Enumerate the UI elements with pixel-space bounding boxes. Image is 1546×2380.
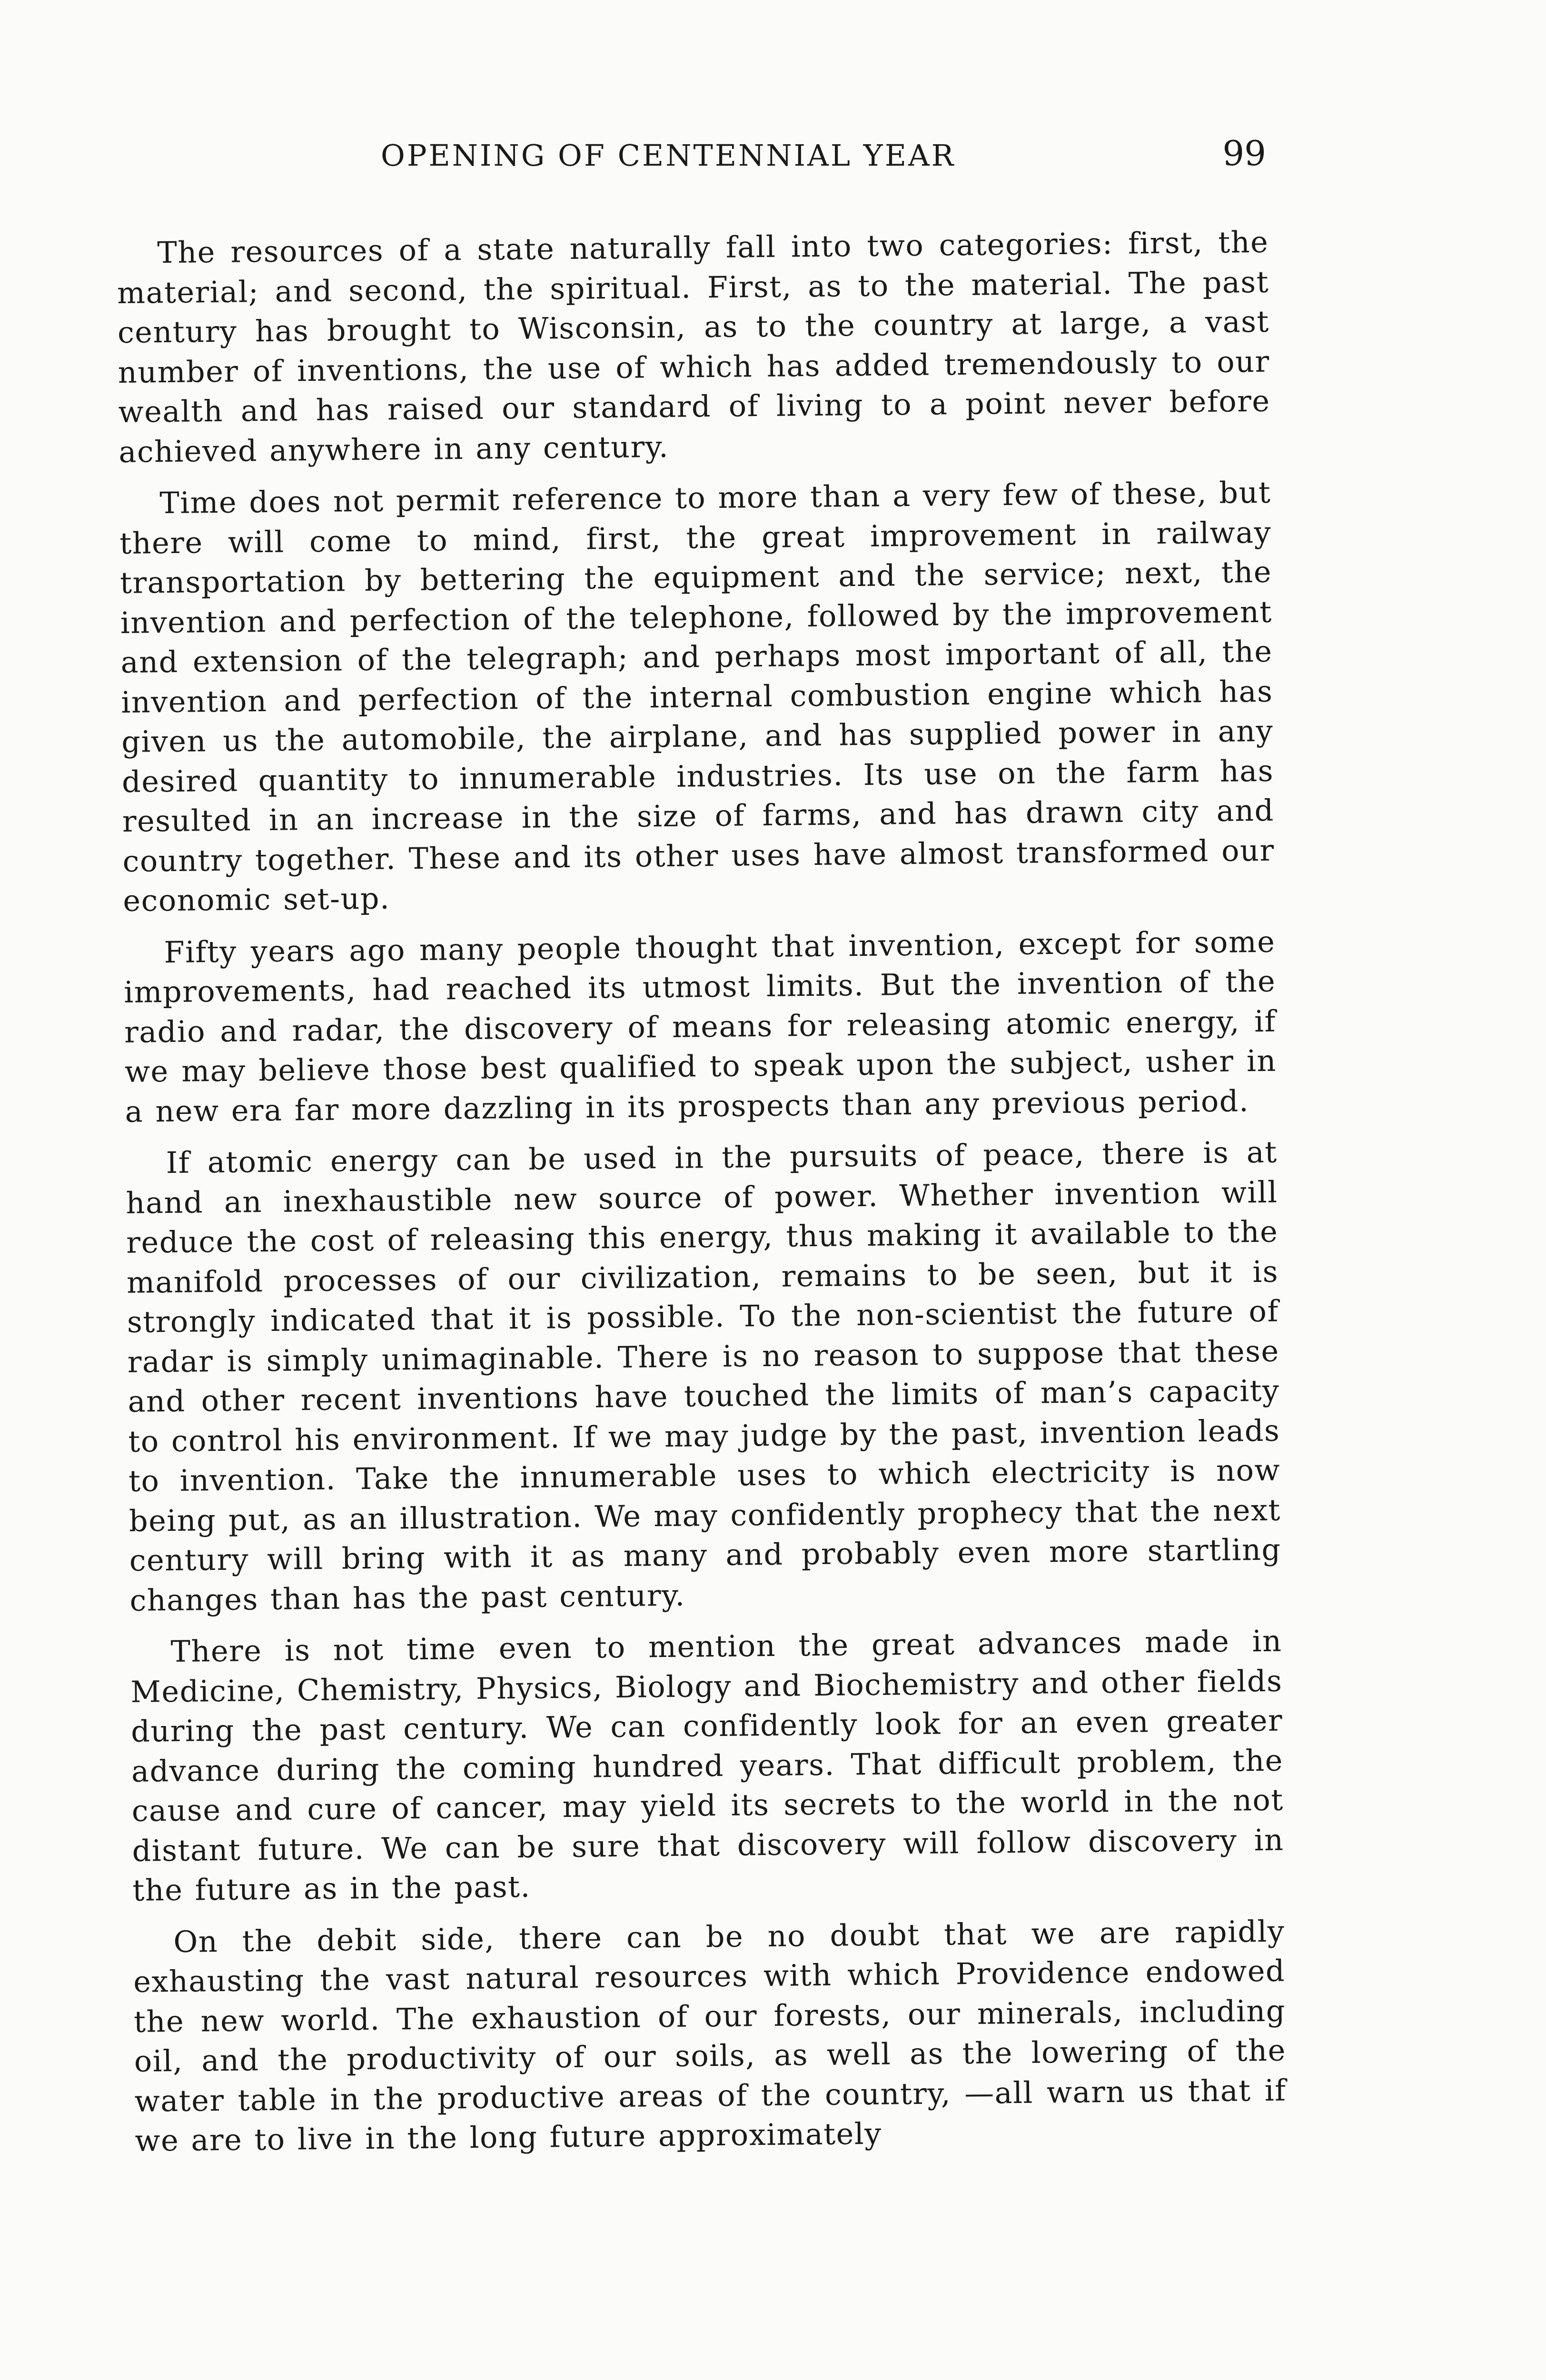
running-header <box>114 133 1266 181</box>
body-text <box>117 222 1287 2173</box>
paragraph-atomic-energy: If atomic energy can be used in the pursuits of peace, there is at hand an inexhaustible new source of power. Whether invention will reduce the cost of releasing this energy, thus making it available to the manifold processes of our civilization, remains to be seen, but it is strongly indicated that it is possible. To the non-scientist the future of radar is simply unimaginable. There is no reason to suppose that these and other recent inventions have touched the limits of man’s capacity to control his environment. If we may judge by the past, invention leads to invention. Take the innumerable uses to which electricity is now being put, as an illustration. We may confidently prophecy that the next century will bring with it as many and probably even more startling changes than has the past century. <box>126 1134 1282 1618</box>
paragraph-debit-side: On the debit side, there can be no doubt that we are rapidly exhausting the vast natural resources with which Providence endowed the new world. The exhaustion of our forests, our minerals, including oil, and the productivity of our soils, as well as the lowering of the water table in the productive areas of the country, —all warn us that if we are to live in the long future approximately <box>133 1914 1287 2158</box>
paragraph-resources: The resources of a state naturally fall into two categories: first, the material; and second, the spiritual. First, as to the material. The past century has brought to Wisconsin, as to the country at large, a vast number of inventions, the use of which has added tremendously to our wealth and has raised our standard of living to a point never before achieved anywhere in any century. <box>117 224 1270 469</box>
running-title: OPENING OF CENTENNIAL YEAR <box>381 138 956 173</box>
page-number: 99 <box>1222 133 1266 173</box>
paragraph-invention-limits: Fifty years ago many people thought that invention, except for some improvements, had reached its utmost limits. But the invention of the radio and radar, the discovery of means for releasing atomic energy, if we may believe those best qualified to speak upon the subject, usher in a new era far more dazzling in its prospects than any previous period. <box>123 924 1277 1129</box>
paragraph-inventions: Time does not permit reference to more than a very few of these, but there will come to mind, first, the great improvement in railway transportation by bettering the equipment and the service; next, the invention and perfection of the telephone, followed by the improvement and extension of the telegraph; and perhaps most important of all, the invention and perfection of the internal combustion engine which has given us the automobile, the airplane, and has supplied power in any desired quantity to innumerable industries. Its use on the farm has resulted in an increase in the size of farms, and has drawn city and country together. These and its other uses have almost transformed our economic set-up. <box>119 475 1275 918</box>
paragraph-science-advances: There is not time even to mention the great advances made in Medicine, Chemistry, Physics, Biology and Biochemistry and other fields during the past century. We can confidently look for an even greater advance during the coming hundred years. That difficult problem, the cause and cure of cancer, may yield its secrets to the world in the not distant future. We can be sure that discovery will follow discovery in the future as in the past. <box>130 1623 1284 1908</box>
